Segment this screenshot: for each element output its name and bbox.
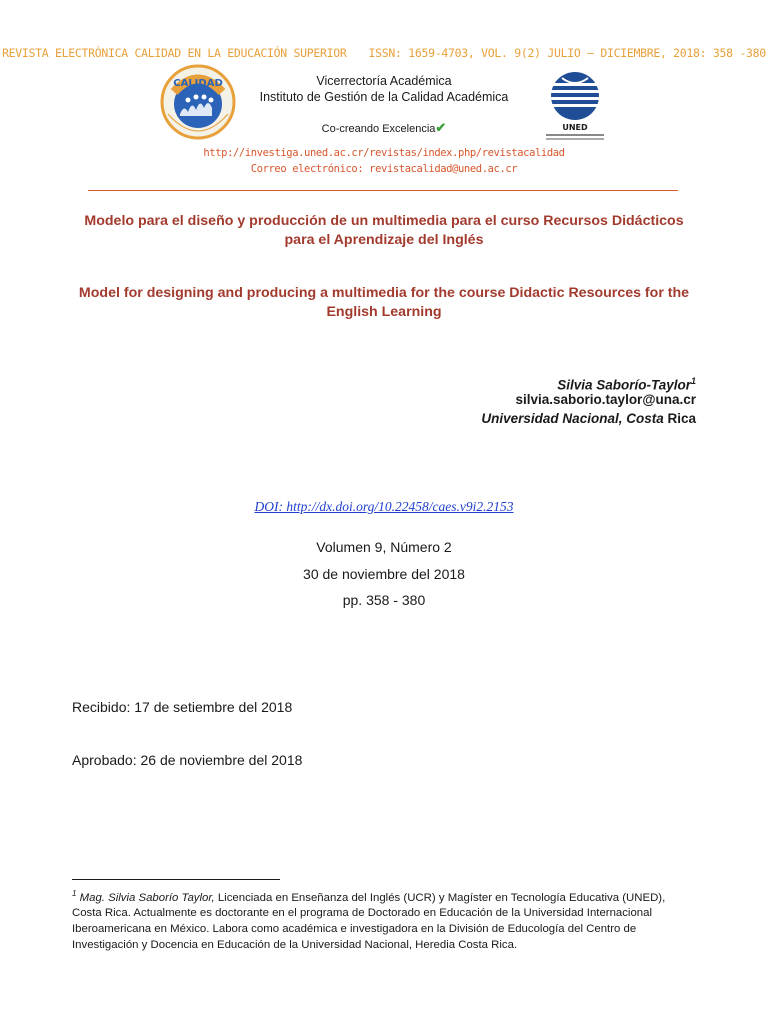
footnote-text: Licenciada en Enseñanza del Inglés (UCR) y Magíster en Tecnología Educativa (UNED), Costa Rica. Actualmente es doctorante en el programa de Doctorado en Educación de la Universidad Internacional Iberoamericana en México. Labora como académica e investigadora en la División de Educología del Centro de Investigación y Docencia en Educación de la Universidad Nacional, Heredia Costa Rica. <box>72 891 666 951</box>
header-divider <box>88 190 678 191</box>
journal-name: REVISTA ELECTRÓNICA CALIDAD EN LA EDUCACIÓN SUPERIOR <box>2 46 347 60</box>
approved-date: Aprobado: 26 de noviembre del 2018 <box>72 752 303 768</box>
author-footnote-mark: 1 <box>690 376 696 386</box>
footnote-divider <box>72 879 280 880</box>
uned-logo-text: UNED <box>562 123 588 132</box>
volume-number: Volumen 9, Número 2 <box>316 539 452 555</box>
received-date: Recibido: 17 de setiembre del 2018 <box>72 699 293 715</box>
footnote <box>72 886 698 953</box>
motto-text: Co-creando Excelencia <box>321 123 436 135</box>
journal-header-line <box>0 46 768 60</box>
page-range: pp. 358 - 380 <box>342 592 426 608</box>
author-email[interactable]: silvia.saborio.taylor@una.cr <box>515 392 696 407</box>
org-instituto: Instituto de Gestión de la Calidad Académica <box>259 90 509 104</box>
journal-url-link[interactable]: http://investiga.uned.ac.cr/revistas/index.php/revistacalidad <box>203 147 565 159</box>
checkmark-icon: ✔ <box>435 120 447 135</box>
title-english: Model for designing and producing a multimedia for the course Didactic Resources for the English Learning <box>78 285 690 320</box>
title-spanish: Modelo para el diseño y producción de un multimedia para el curso Recursos Didácticos para el Aprendizaje del Inglés <box>84 213 684 248</box>
footnote-mark: 1 <box>72 889 77 898</box>
calidad-logo-text: CALIDAD <box>173 78 223 89</box>
doi-link[interactable]: DOI: http://dx.doi.org/10.22458/caes.v9i2.2153 <box>254 499 514 514</box>
author-affiliation <box>481 409 696 428</box>
footnote-author: Mag. Silvia Saborío Taylor, <box>76 891 215 904</box>
publication-date: 30 de noviembre del 2018 <box>303 566 465 582</box>
motto <box>200 120 568 136</box>
issn-info: ISSN: 1659-4703, VOL. 9(2) JULIO – DICIEMBRE, 2018: 358 -380 <box>368 46 766 60</box>
author-name-text: Silvia Saborío-Taylor <box>557 377 691 393</box>
org-vicerrectoria: Vicerrectoría Académica <box>316 74 452 88</box>
affiliation-italic: Universidad Nacional, Costa <box>481 411 664 426</box>
journal-email[interactable]: Correo electrónico: revistacalidad@uned.ac.cr <box>250 163 518 175</box>
affiliation-rest: Rica <box>663 411 696 426</box>
